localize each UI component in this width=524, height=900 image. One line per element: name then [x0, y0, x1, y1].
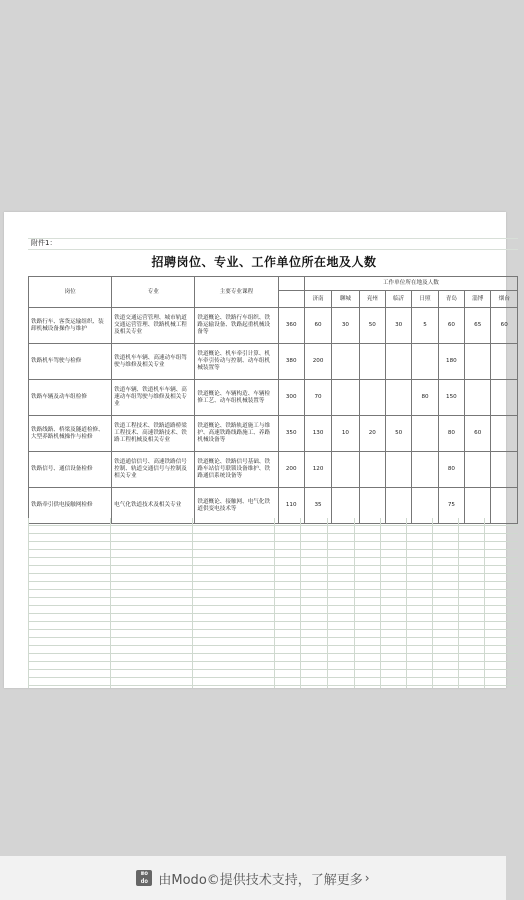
cell-count: 180 [438, 344, 464, 380]
header-units-group: 工作单位所在地及人数 [304, 277, 517, 291]
cell-count: 80 [438, 452, 464, 488]
header-city: 烟台 [491, 291, 518, 308]
cell-count: 65 [465, 308, 491, 344]
cell-courses: 铁道概论、车辆构造、车辆检修工艺、动车组机械装置等 [195, 380, 278, 416]
cell-count [491, 380, 518, 416]
cell-courses: 铁道概论、铁路行车组织、铁路运输设备、铁路起重机械设备等 [195, 308, 278, 344]
header-total-blank-2 [278, 291, 304, 308]
cell-major: 铁道通信信号、高速铁路信号控制、轨道交通信号与控制及相关专业 [112, 452, 195, 488]
header-city: 青岛 [438, 291, 464, 308]
cell-count [465, 380, 491, 416]
table-row [29, 308, 518, 344]
cell-post: 铁路牵引供电接触网检修 [29, 488, 112, 524]
cell-count [332, 344, 359, 380]
cell-count: 130 [304, 416, 331, 452]
cell-count: 200 [304, 344, 331, 380]
cell-post: 铁路车辆及动车组检修 [29, 380, 112, 416]
cell-total: 300 [278, 380, 304, 416]
cell-count: 35 [304, 488, 331, 524]
table-row [29, 380, 518, 416]
cell-post: 铁路信号、通信设备检修 [29, 452, 112, 488]
cell-count: 30 [385, 308, 411, 344]
cell-count: 60 [304, 308, 331, 344]
chevron-right-icon: › [364, 871, 370, 885]
cell-count [332, 452, 359, 488]
cell-count [385, 380, 411, 416]
cell-count [359, 380, 385, 416]
cell-count [359, 452, 385, 488]
cell-count: 70 [304, 380, 331, 416]
cell-count: 50 [385, 416, 411, 452]
cell-count [465, 344, 491, 380]
cell-courses: 铁道概论、铁路轨道施工与维护、高速铁路线路施工、养路机械设备等 [195, 416, 278, 452]
header-city: 聊城 [332, 291, 359, 308]
cell-count [412, 416, 438, 452]
cell-count: 120 [304, 452, 331, 488]
cell-count [412, 452, 438, 488]
header-post: 岗位 [29, 277, 112, 308]
cell-courses: 铁道概论、铁路信号基础、铁路车站信号联锁设备维护、铁路通信系统设备等 [195, 452, 278, 488]
cell-count: 60 [438, 308, 464, 344]
cell-major: 电气化铁道技术及相关专业 [112, 488, 195, 524]
cell-total: 360 [278, 308, 304, 344]
cell-count: 10 [332, 416, 359, 452]
cell-count [359, 344, 385, 380]
recruitment-table [28, 276, 518, 524]
cell-count: 50 [359, 308, 385, 344]
table-row [29, 452, 518, 488]
cell-total: 110 [278, 488, 304, 524]
cell-count: 75 [438, 488, 464, 524]
cell-count [332, 380, 359, 416]
cell-count: 20 [359, 416, 385, 452]
cell-total: 380 [278, 344, 304, 380]
cell-count [491, 416, 518, 452]
cell-major: 铁道交通运营管理、城市轨道交通运营管理、铁路机械工程及相关专业 [112, 308, 195, 344]
cell-courses: 铁道概论、机车牵引计算、机车牵引传动与控制、动车组机械装置等 [195, 344, 278, 380]
cell-count: 60 [465, 416, 491, 452]
sheet-top-gridline [28, 238, 518, 250]
empty-sheet-grid [28, 518, 518, 688]
header-city: 兖州 [359, 291, 385, 308]
cell-count: 60 [491, 308, 518, 344]
page-title: 招聘岗位、专业、工作单位所在地及人数 [151, 255, 377, 269]
cell-total: 200 [278, 452, 304, 488]
cell-courses: 铁道概论、接触网、电气化铁道供变电技术等 [195, 488, 278, 524]
header-total-blank [278, 277, 304, 291]
cell-count [385, 344, 411, 380]
header-city: 淄博 [465, 291, 491, 308]
footer-text: 由Modo©提供技术支持，了解更多 [158, 872, 363, 888]
header-city: 济南 [304, 291, 331, 308]
cell-major: 铁道工程技术、铁路道路桥梁工程技术、高速铁路技术、铁路工程机械及相关专业 [112, 416, 195, 452]
cell-count [491, 452, 518, 488]
cell-total: 350 [278, 416, 304, 452]
cell-post: 铁路线路、桥梁及隧道检修、大型养路机械操作与检修 [29, 416, 112, 452]
cell-count [491, 344, 518, 380]
cell-count: 5 [412, 308, 438, 344]
cell-count: 30 [332, 308, 359, 344]
cell-count: 80 [412, 380, 438, 416]
cell-major: 铁道机车车辆、高速动车组驾驶与维修及相关专业 [112, 344, 195, 380]
table-row [29, 416, 518, 452]
cell-post: 铁路行车、客货运输组织、装卸机械设备操作与维护 [29, 308, 112, 344]
cell-post: 铁路机车驾驶与检修 [29, 344, 112, 380]
header-city: 日照 [412, 291, 438, 308]
modo-logo-icon: mo do [136, 870, 152, 886]
cell-major: 铁道车辆、铁道机车车辆、高速动车组驾驶与维修及相关专业 [112, 380, 195, 416]
document-page [4, 212, 510, 688]
cell-count [412, 344, 438, 380]
cell-count [385, 452, 411, 488]
cell-count: 80 [438, 416, 464, 452]
header-major: 专业 [112, 277, 195, 308]
table-row [29, 344, 518, 380]
cell-count: 150 [438, 380, 464, 416]
header-city: 临沂 [385, 291, 411, 308]
cell-count [465, 452, 491, 488]
attachment-label: 附件1： [31, 239, 57, 247]
modo-footer-link[interactable] [0, 856, 506, 900]
header-courses: 主要专业课程 [195, 277, 278, 308]
